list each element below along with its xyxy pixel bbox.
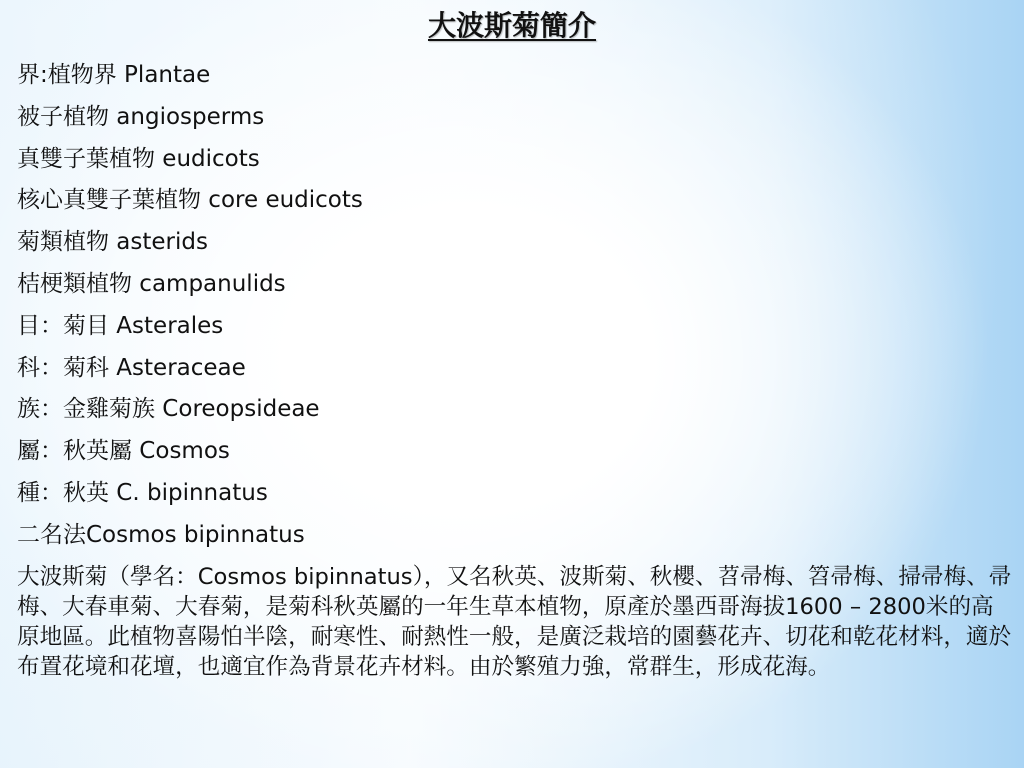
taxonomy-asterids: 菊類植物 asterids xyxy=(17,229,208,256)
taxonomy-core-eudicots: 核心真雙子葉植物 core eudicots xyxy=(17,187,363,214)
taxonomy-eudicots: 真雙子葉植物 eudicots xyxy=(17,145,260,172)
taxonomy-kingdom: 界:植物界 Plantae xyxy=(17,62,211,88)
taxonomy-order: 目：菊目 Asterales xyxy=(17,312,224,339)
description-paragraph: 大波斯菊（學名：Cosmos bipinnatus），又名秋英、波斯菊、秋櫻、苕帚梅、笤帚梅、掃帚梅、帚梅、大春車菊、大春菊，是菊科秋英屬的一年生草本植物，原產於墨西哥海拔1600 – 2800米的高原地區。此植物喜陽怕半陰，耐寒性、耐熱性一般，是廣泛栽培的園藝花卉、切花和乾花材料，適於布置花境和花壇，也適宜作為背景花卉材料。由於繁殖力強，常群生，形成花海。 xyxy=(17,563,1012,680)
taxonomy-species: 種：秋英 C. bipinnatus xyxy=(17,479,268,506)
slide-body xyxy=(17,55,1017,682)
taxonomy-family: 科：菊科 Asteraceae xyxy=(17,354,246,381)
taxonomy-angiosperms: 被子植物 angiosperms xyxy=(17,103,265,130)
taxonomy-genus: 屬：秋英屬 Cosmos xyxy=(17,438,230,465)
taxonomy-binomial: 二名法Cosmos bipinnatus xyxy=(17,521,305,548)
taxonomy-campanulids: 桔梗類植物 campanulids xyxy=(17,270,286,297)
slide-title: 大波斯菊簡介 xyxy=(427,9,596,42)
taxonomy-tribe: 族：金雞菊族 Coreopsideae xyxy=(17,396,320,423)
